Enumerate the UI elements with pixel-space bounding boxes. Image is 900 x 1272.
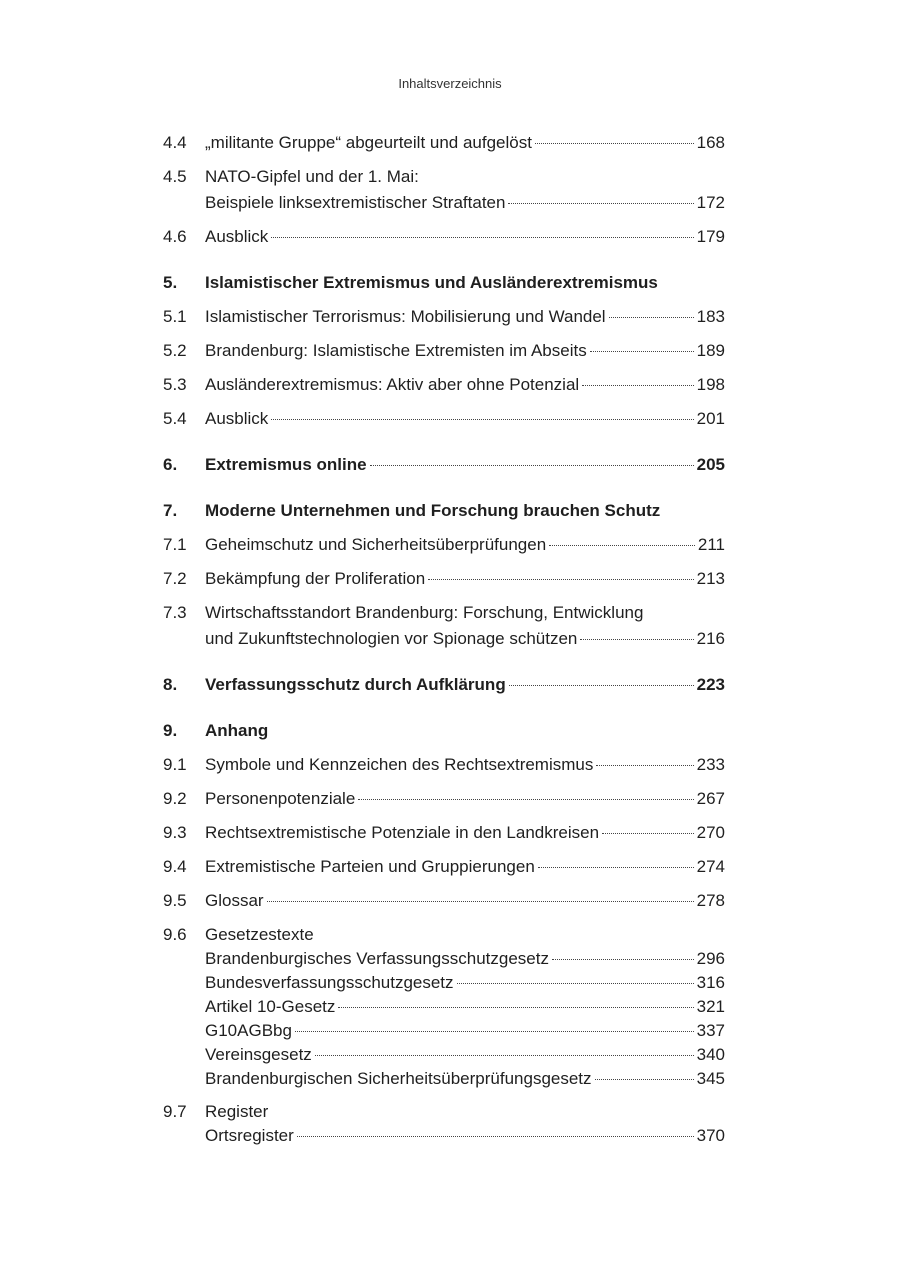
toc-line <box>205 532 725 558</box>
toc-line <box>205 718 725 744</box>
dot-leader <box>595 1079 694 1080</box>
toc-entry-number: 9.4 <box>163 857 187 876</box>
toc-page-number: 278 <box>696 891 725 910</box>
toc-entry-title: und Zukunftstechnologien vor Spionage schützen <box>205 629 578 648</box>
dot-leader <box>509 685 694 686</box>
toc-page-number: 172 <box>696 193 725 212</box>
toc-entry <box>163 224 725 250</box>
toc-line <box>205 1043 725 1067</box>
toc-line <box>205 923 725 947</box>
toc-chapter <box>163 452 725 478</box>
toc-entry <box>163 752 725 778</box>
dot-leader <box>582 385 693 386</box>
toc-entry-title: Artikel 10-Gesetz <box>205 997 336 1016</box>
toc-chapter <box>163 718 725 744</box>
dot-leader <box>338 1007 693 1008</box>
dot-leader <box>552 959 694 960</box>
toc-page-number: 201 <box>696 409 725 428</box>
toc-entry-number: 9.3 <box>163 823 187 842</box>
toc-page-number: 270 <box>696 823 725 842</box>
toc-chapter-title: Moderne Unternehmen und Forschung brauchen Schutz <box>205 501 661 520</box>
toc-entry <box>163 922 725 1091</box>
dot-leader <box>271 419 693 420</box>
toc-entry-title: Beispiele linksextremistischer Straftaten <box>205 193 506 212</box>
dot-leader <box>508 203 693 204</box>
toc-entry <box>163 532 725 558</box>
toc-page-number: 211 <box>697 535 725 554</box>
toc-page-number: 205 <box>696 455 725 474</box>
toc-line <box>205 600 725 626</box>
toc-entry-number: 7.1 <box>163 535 187 554</box>
toc-page-number: 337 <box>696 1021 725 1040</box>
dot-leader <box>602 833 694 834</box>
toc-line <box>205 1067 725 1091</box>
dot-leader <box>457 983 694 984</box>
toc-line <box>205 626 725 652</box>
toc-entry-title: Ausblick <box>205 227 269 246</box>
toc-entry <box>163 854 725 880</box>
toc-entry-number: 4.5 <box>163 167 187 186</box>
toc-entry <box>163 164 725 216</box>
toc-entry-title: Geheimschutz und Sicherheitsüberprüfungen <box>205 535 547 554</box>
toc-entry-title: NATO-Gipfel und der 1. Mai: <box>205 167 419 186</box>
toc-entry-title: Symbole und Kennzeichen des Rechtsextremismus <box>205 755 594 774</box>
dot-leader <box>596 765 693 766</box>
toc-line <box>205 566 725 592</box>
toc-page-number: 267 <box>696 789 725 808</box>
toc-entry-title: Brandenburgischen Sicherheitsüberprüfungsgesetz <box>205 1069 592 1088</box>
toc-entry-title: Rechtsextremistische Potenziale in den Landkreisen <box>205 823 600 842</box>
toc-entry-number: 5.4 <box>163 409 187 428</box>
toc-line <box>205 786 725 812</box>
toc-entry <box>163 130 725 156</box>
running-head: Inhaltsverzeichnis <box>398 76 502 91</box>
toc-page-number: 198 <box>696 375 725 394</box>
toc-entry-title: Brandenburg: Islamistische Extremisten im Abseits <box>205 341 587 360</box>
toc-chapter-title: Anhang <box>205 721 269 740</box>
toc-entry <box>163 406 725 432</box>
toc-entry-number: 5.1 <box>163 307 187 326</box>
toc-entry-number: 4.6 <box>163 227 187 246</box>
toc-line <box>205 338 725 364</box>
toc-entry-number: 9.5 <box>163 891 187 910</box>
dot-leader <box>297 1136 694 1137</box>
toc-chapter <box>163 498 725 524</box>
dot-leader <box>271 237 693 238</box>
toc-chapter-title: Extremismus online <box>205 455 367 474</box>
toc-entry-number: 7.2 <box>163 569 187 588</box>
toc-line <box>205 164 725 190</box>
toc-entry-title: G10AGBbg <box>205 1021 292 1040</box>
toc-entry <box>163 304 725 330</box>
toc-entry-title: Register <box>205 1102 269 1121</box>
dot-leader <box>315 1055 694 1056</box>
toc-entry-number: 9. <box>163 721 178 740</box>
toc-entry-number: 6. <box>163 455 178 474</box>
toc-entry-number: 5.3 <box>163 375 187 394</box>
toc-page-number: 179 <box>696 227 725 246</box>
toc-line <box>205 820 725 846</box>
toc-chapter <box>163 672 725 698</box>
toc-entry-title: „militante Gruppe“ abgeurteilt und aufgelöst <box>205 133 532 152</box>
toc-line <box>205 971 725 995</box>
toc-page-number: 216 <box>696 629 725 648</box>
toc-entry-title: Ausblick <box>205 409 269 428</box>
toc-entry-title: Gesetzestexte <box>205 925 314 944</box>
toc-line <box>205 1124 725 1148</box>
toc-page-number: 340 <box>696 1045 725 1064</box>
toc-entry <box>163 566 725 592</box>
dot-leader <box>267 901 694 902</box>
toc-entry-number: 5.2 <box>163 341 187 360</box>
toc-entry-title: Brandenburgisches Verfassungsschutzgesetz <box>205 949 549 968</box>
toc-entry <box>163 600 725 652</box>
toc-line <box>205 1019 725 1043</box>
dot-leader <box>549 545 695 546</box>
toc-line <box>205 372 725 398</box>
toc-entry <box>163 338 725 364</box>
toc-entry-title: Wirtschaftsstandort Brandenburg: Forschung, Entwicklung <box>205 603 644 622</box>
toc-entry-number: 9.7 <box>163 1102 187 1121</box>
toc-line <box>205 854 725 880</box>
dot-leader <box>428 579 693 580</box>
toc-entry-title: Bundesverfassungsschutzgesetz <box>205 973 454 992</box>
toc-page-number: 183 <box>696 307 725 326</box>
toc-line <box>205 672 725 698</box>
toc-entry-title: Glossar <box>205 891 264 910</box>
toc-line <box>205 947 725 971</box>
toc-line <box>205 224 725 250</box>
dot-leader <box>295 1031 694 1032</box>
dot-leader <box>609 317 694 318</box>
toc-line <box>205 1100 725 1124</box>
toc-entry-title: Ausländerextremismus: Aktiv aber ohne Potenzial <box>205 375 580 394</box>
toc-chapter <box>163 270 725 296</box>
toc-entry-number: 7.3 <box>163 603 187 622</box>
dot-leader <box>590 351 694 352</box>
toc-page-number: 316 <box>696 973 725 992</box>
toc-line <box>205 406 725 432</box>
toc-chapter-title: Verfassungsschutz durch Aufklärung <box>205 675 506 694</box>
toc-line <box>205 190 725 216</box>
toc-entry <box>163 820 725 846</box>
toc-entry-title: Vereinsgesetz <box>205 1045 312 1064</box>
toc-entry-title: Personenpotenziale <box>205 789 356 808</box>
toc-line <box>205 270 725 296</box>
toc-page-number: 370 <box>696 1126 725 1145</box>
toc-page-number: 321 <box>696 997 725 1016</box>
toc-entry <box>163 372 725 398</box>
toc-page-number: 296 <box>696 949 725 968</box>
dot-leader <box>580 639 693 640</box>
toc-line <box>205 888 725 914</box>
toc-entry-title: Bekämpfung der Proliferation <box>205 569 426 588</box>
toc-entry-number: 7. <box>163 501 178 520</box>
dot-leader <box>535 143 694 144</box>
toc-entry-number: 9.1 <box>163 755 187 774</box>
toc-page-number: 233 <box>696 755 725 774</box>
toc-page-number: 213 <box>696 569 725 588</box>
toc-entry-number: 9.2 <box>163 789 187 808</box>
toc-page-number: 189 <box>696 341 725 360</box>
toc-page-number: 223 <box>696 675 725 694</box>
toc-entry-number: 8. <box>163 675 178 694</box>
table-of-contents <box>163 130 725 1148</box>
toc-entry-number: 9.6 <box>163 925 187 944</box>
toc-entry-number: 4.4 <box>163 133 187 152</box>
toc-line <box>205 304 725 330</box>
toc-entry-title: Extremistische Parteien und Gruppierungen <box>205 857 535 876</box>
toc-chapter-title: Islamistischer Extremismus und Ausländerextremismus <box>205 273 658 292</box>
toc-line <box>205 752 725 778</box>
toc-page-number: 274 <box>696 857 725 876</box>
toc-page-number: 345 <box>696 1069 725 1088</box>
toc-entry-title: Islamistischer Terrorismus: Mobilisierung und Wandel <box>205 307 606 326</box>
toc-line <box>205 130 725 156</box>
toc-page-number: 168 <box>696 133 725 152</box>
dot-leader <box>538 867 694 868</box>
dot-leader <box>370 465 694 466</box>
toc-line <box>205 995 725 1019</box>
toc-entry <box>163 786 725 812</box>
toc-line <box>205 452 725 478</box>
toc-entry <box>163 1099 725 1148</box>
toc-entry-number: 5. <box>163 273 178 292</box>
dot-leader <box>358 799 693 800</box>
toc-entry-title: Ortsregister <box>205 1126 294 1145</box>
toc-line <box>205 498 725 524</box>
toc-entry <box>163 888 725 914</box>
